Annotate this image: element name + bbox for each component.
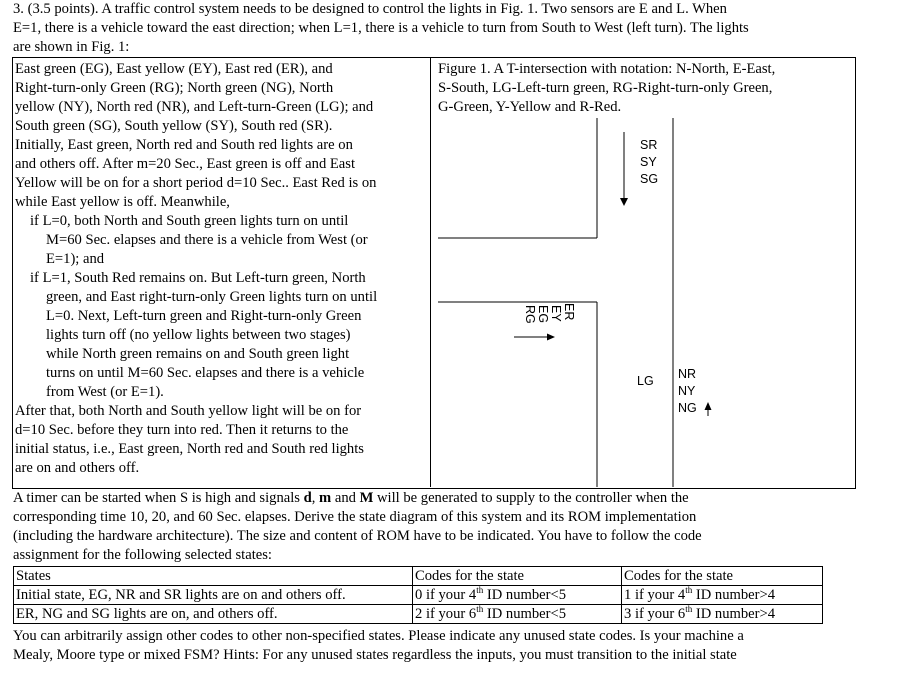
text-line: lights turn off (no yellow lights between two stages)	[46, 327, 351, 343]
text-run: ID number<5	[483, 605, 567, 622]
light-label-er: ER	[562, 303, 576, 321]
text-line: E=1); and	[46, 251, 105, 267]
table-cell: ER, NG and SG lights are on, and others off.	[14, 605, 413, 624]
text-run: ,	[311, 490, 320, 506]
light-label-nr: NR	[678, 367, 697, 381]
text-line: green, and East right-turn-only Green lights turn on until	[46, 289, 378, 305]
superscript: th	[685, 603, 693, 614]
column-divider	[430, 57, 431, 487]
light-label-sr: SR	[640, 138, 658, 152]
timer-paragraph-line: corresponding time 10, 20, and 60 Sec. elapses. Derive the state diagram of this system and its ROM implementation	[13, 509, 697, 525]
text-run: 0 if your 4	[415, 586, 477, 603]
timer-paragraph-line: assignment for the following selected states:	[13, 547, 272, 563]
light-label-eg: EG	[536, 305, 550, 324]
text-line: if L=1, South Red remains on. But Left-turn green, North	[30, 270, 366, 286]
text-line: while East yellow is off. Meanwhile,	[15, 194, 230, 210]
light-label-sy: SY	[640, 155, 657, 169]
table-cell: Initial state, EG, NR and SR lights are on and others off.	[14, 586, 413, 605]
text-line: Right-turn-only Green (RG); North green (NG), North	[15, 80, 334, 96]
light-label-rg: RG	[523, 305, 537, 324]
figure-caption: Figure 1. A T-intersection with notation: N-North, E-East,	[438, 61, 776, 77]
light-label-sg: SG	[640, 172, 659, 186]
superscript: th	[685, 584, 693, 595]
closing-line: You can arbitrarily assign other codes to other non-specified states. Please indicate any unused state codes. Is your machine a	[13, 628, 744, 644]
signal-M: M	[359, 490, 374, 506]
text-line: if L=0, both North and South green lights turn on until	[30, 213, 349, 229]
text-line: initial status, i.e., East green, North red and South red lights	[15, 441, 364, 457]
text-line: yellow (NY), North red (NR), and Left-turn-Green (LG); and	[15, 99, 374, 115]
closing-line: Mealy, Moore type or mixed FSM? Hints: For any unused states regardless the inputs, you must transition to the initial state	[13, 647, 737, 663]
text-run: and	[331, 490, 360, 506]
table-row	[14, 586, 823, 605]
text-line: and others off. After m=20 Sec., East green is off and East	[15, 156, 356, 172]
text-line: Yellow will be on for a short period d=10 Sec.. East Red is on	[15, 175, 377, 191]
text-run: will be generated to supply to the controller when the	[373, 490, 689, 506]
table-row	[14, 605, 823, 624]
light-label-ng: NG	[678, 401, 697, 415]
text-run: 1 if your 4	[624, 586, 686, 603]
table-header: States	[14, 567, 413, 586]
light-label-ey: EY	[549, 305, 563, 322]
text-line: After that, both North and South yellow light will be on for	[15, 403, 362, 419]
table-cell	[622, 605, 823, 624]
light-label-ny: NY	[678, 384, 696, 398]
text-line: Initially, East green, North red and South red lights are on	[15, 137, 353, 153]
state-codes-table	[13, 566, 823, 624]
table-header-row	[14, 567, 823, 586]
figure-caption: G-Green, Y-Yellow and R-Red.	[438, 99, 622, 115]
text-run: 2 if your 6	[415, 605, 477, 622]
text-line: while North green remains on and South green light	[46, 346, 350, 362]
intro-line: E=1, there is a vehicle toward the east direction; when L=1, there is a vehicle to turn from South to West (left turn). The lights	[13, 20, 749, 36]
text-run: ID number>4	[692, 605, 776, 622]
table-header: Codes for the state	[413, 567, 622, 586]
text-run: ID number<5	[483, 586, 567, 603]
text-line: L=0. Next, Left-turn green and Right-turn-only Green	[46, 308, 362, 324]
text-line: from West (or E=1).	[46, 384, 164, 400]
table-cell	[413, 605, 622, 624]
figure-caption: S-South, LG-Left-turn green, RG-Right-turn-only Green,	[438, 80, 773, 96]
text-line: are on and others off.	[15, 460, 140, 476]
timer-paragraph-line: (including the hardware architecture). The size and content of ROM have to be indicated. You have to follow the code	[13, 528, 702, 544]
text-line: South green (SG), South yellow (SY), South red (SR).	[15, 118, 333, 134]
signal-m: m	[319, 490, 332, 506]
signal-d: d	[303, 490, 312, 506]
text-run: 3 if your 6	[624, 605, 686, 622]
superscript: th	[476, 584, 484, 595]
table-cell	[413, 586, 622, 605]
text-run: ID number>4	[692, 586, 776, 603]
text-line: East green (EG), East yellow (EY), East red (ER), and	[15, 61, 333, 77]
text-line: turns on until M=60 Sec. elapses and there is a vehicle	[46, 365, 365, 381]
table-cell	[622, 586, 823, 605]
light-label-lg: LG	[637, 374, 654, 388]
text-line: M=60 Sec. elapses and there is a vehicle from West (or	[46, 232, 368, 248]
timer-paragraph-line	[13, 489, 689, 508]
table-header: Codes for the state	[622, 567, 823, 586]
text-run: A timer can be started when S is high and signals	[13, 490, 304, 506]
superscript: th	[476, 603, 484, 614]
intro-line: 3. (3.5 points). A traffic control system needs to be designed to control the lights in Fig. 1. Two sensors are E and L. When	[13, 1, 727, 17]
intro-line: are shown in Fig. 1:	[13, 39, 130, 55]
text-line: d=10 Sec. before they turn into red. Then it returns to the	[15, 422, 349, 438]
